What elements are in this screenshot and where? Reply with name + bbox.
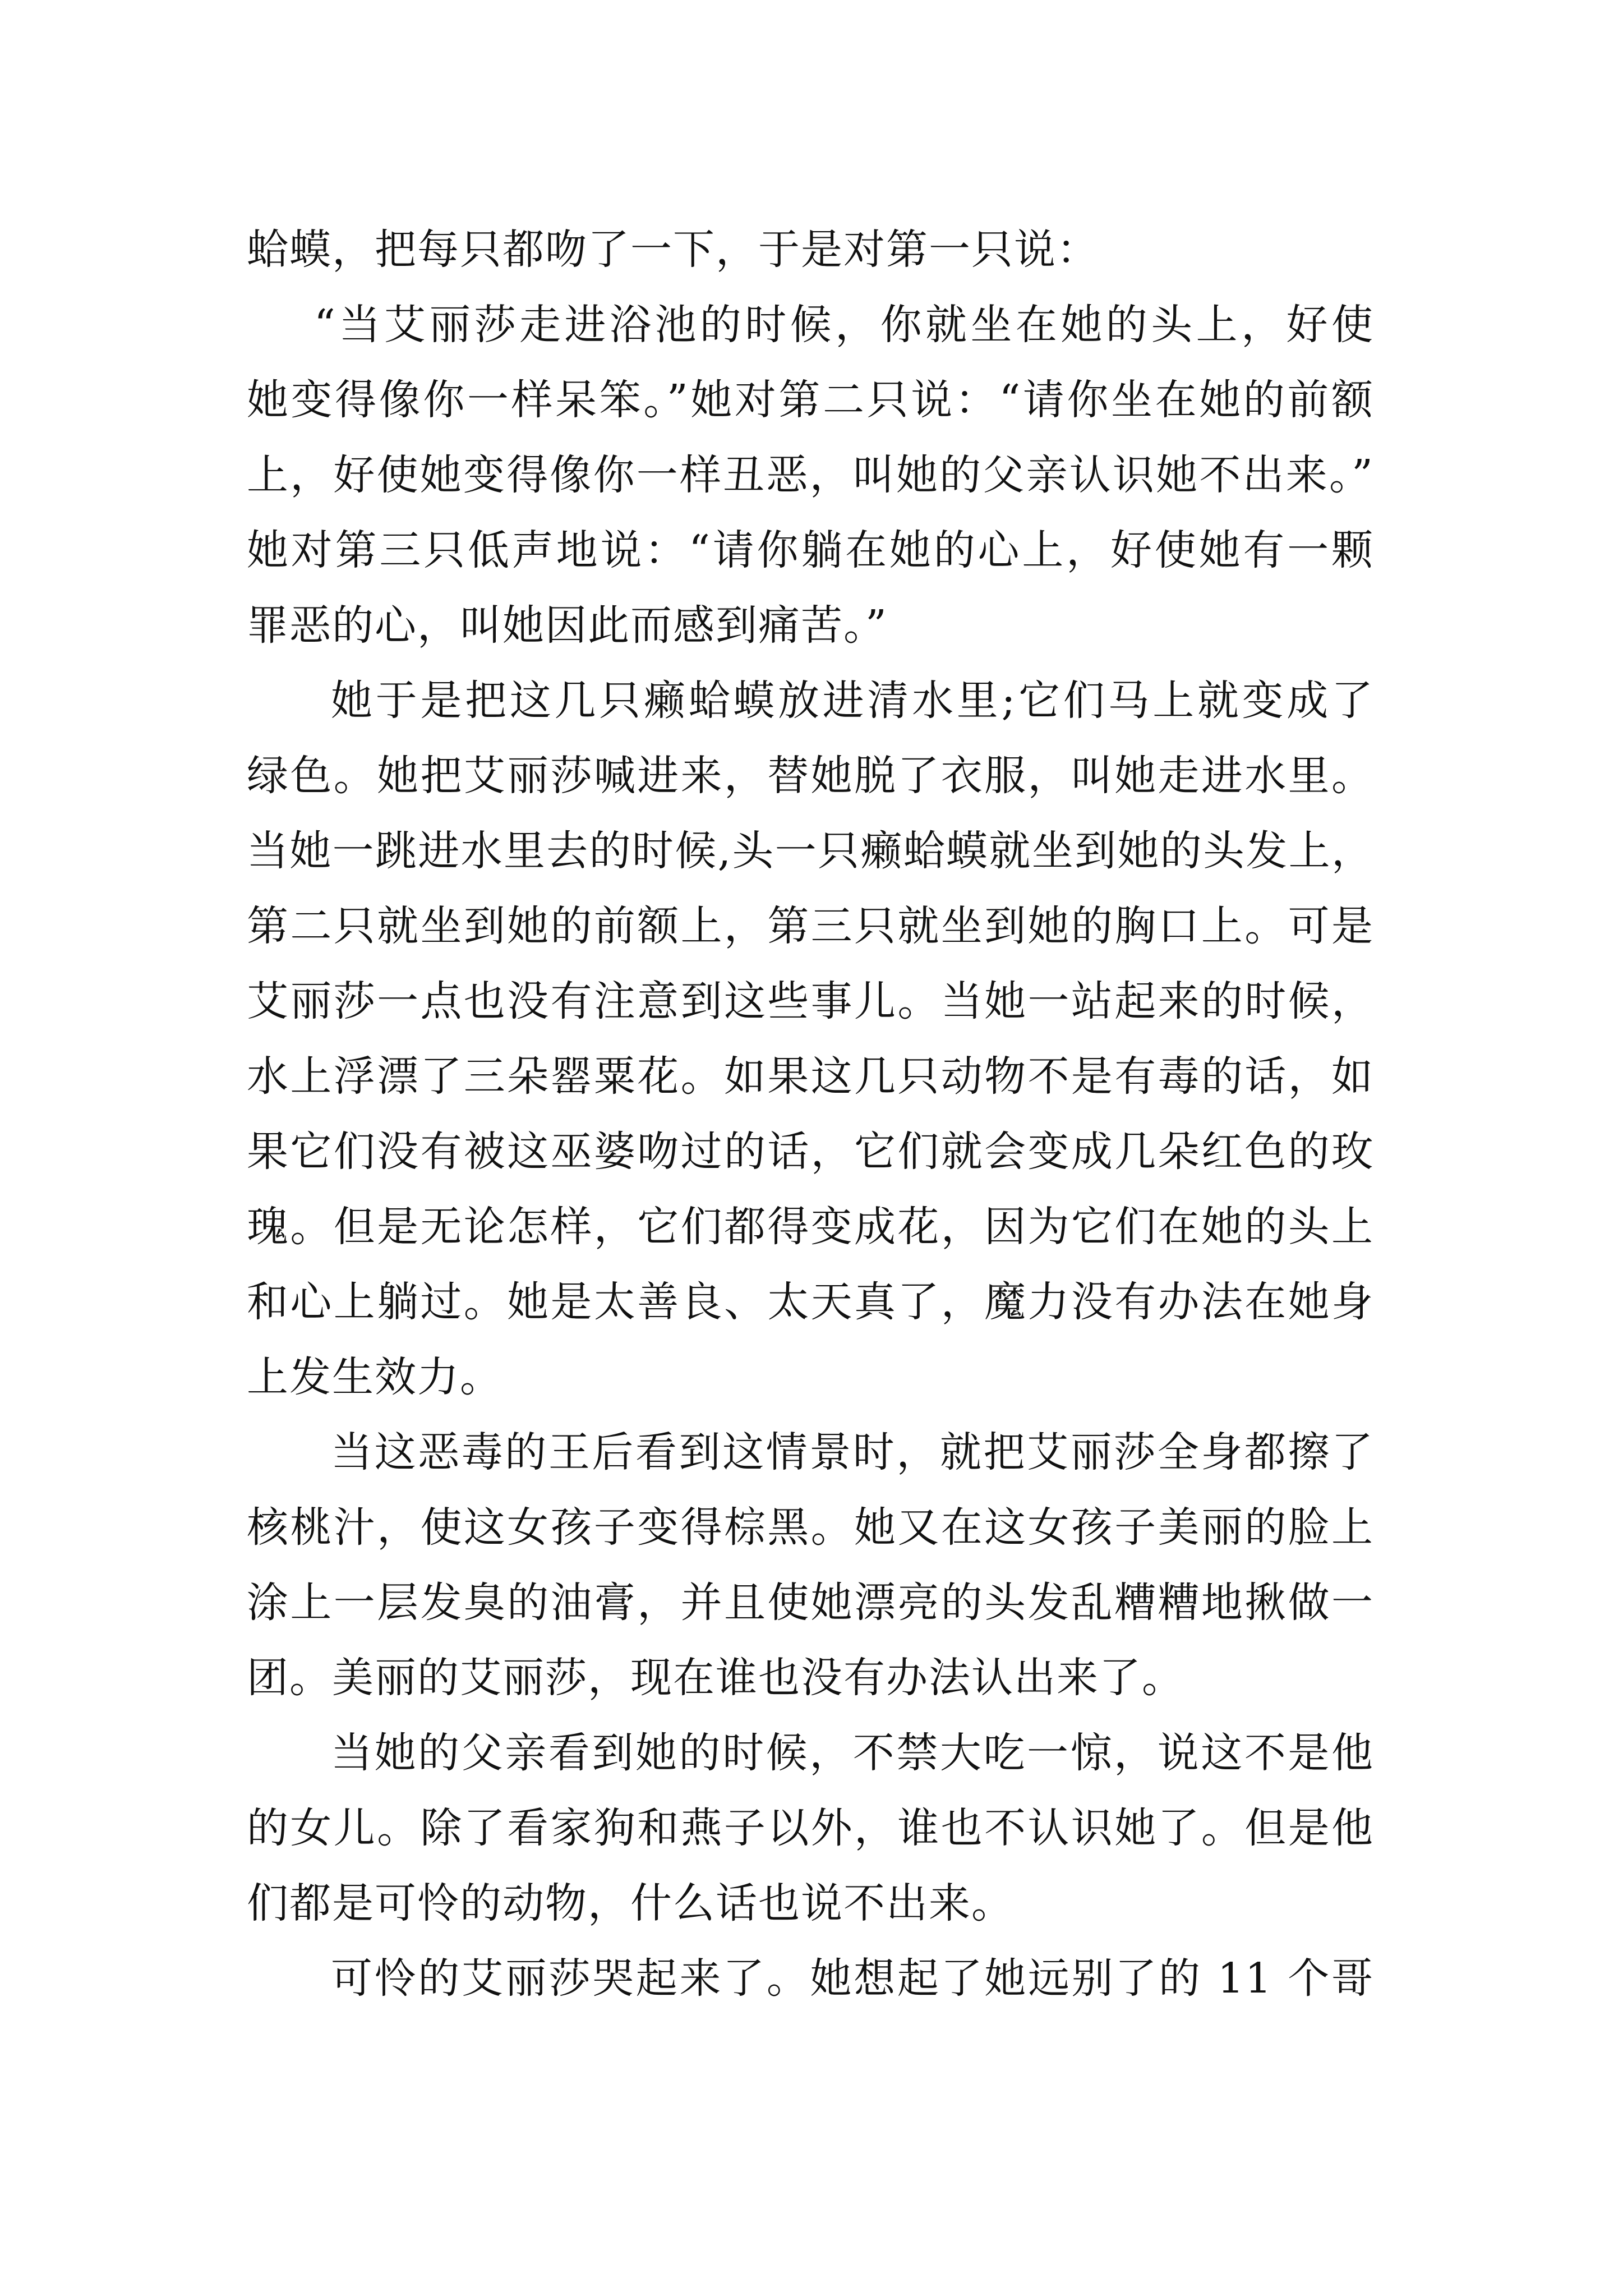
text-line: 当她的父亲看到她的时候，不禁大吃一惊，说这不是他 xyxy=(331,1729,1374,1777)
text-line: 和心上躺过。她是太善良、太天真了，魔力没有办法在她身 xyxy=(247,1278,1374,1326)
text-line: 她于是把这几只癞蛤蟆放进清水里;它们马上就变成了 xyxy=(331,677,1374,725)
text-line: 蛤蟆，把每只都吻了一下，于是对第一只说： xyxy=(247,226,1099,274)
text-line: 们都是可怜的动物，什么话也说不出来。 xyxy=(247,1879,1014,1927)
text-line: 她变得像你一样呆笨。”她对第二只说：“请你坐在她的前额 xyxy=(247,376,1374,424)
text-line: 绿色。她把艾丽莎喊进来，替她脱了衣服，叫她走进水里。 xyxy=(247,752,1374,800)
text-line: 的女儿。除了看家狗和燕子以外，谁也不认识她了。但是他 xyxy=(247,1804,1374,1852)
text-line: 团。美丽的艾丽莎，现在谁也没有办法认出来了。 xyxy=(247,1654,1184,1702)
text-line: 果它们没有被这巫婆吻过的话，它们就会变成几朵红色的玫 xyxy=(247,1128,1374,1176)
text-line: 可怜的艾丽莎哭起来了。她想起了她远别了的 11 个哥 xyxy=(331,1954,1374,2003)
text-line: 艾丽莎一点也没有注意到这些事儿。当她一站起来的时候， xyxy=(247,977,1374,1025)
text-line: 罪恶的心，叫她因此而感到痛苦。” xyxy=(247,601,888,650)
text-line: 上，好使她变得像你一样丑恶，叫她的父亲认识她不出来。” xyxy=(247,451,1374,499)
text-line: 核桃汁，使这女孩子变得棕黑。她又在这女孩子美丽的脸上 xyxy=(247,1503,1374,1552)
text-line: 第二只就坐到她的前额上，第三只就坐到她的胸口上。可是 xyxy=(247,902,1374,950)
text-line: 她对第三只低声地说：“请你躺在她的心上，好使她有一颗 xyxy=(247,526,1374,574)
text-line: 当这恶毒的王后看到这情景时，就把艾丽莎全身都擦了 xyxy=(331,1428,1374,1476)
text-line: 上发生效力。 xyxy=(247,1353,502,1401)
text-line: 水上浮漂了三朵罂粟花。如果这几只动物不是有毒的话，如 xyxy=(247,1052,1374,1101)
document-body-text xyxy=(247,212,1374,2016)
text-line: 当她一跳进水里去的时候,头一只癞蛤蟆就坐到她的头发上， xyxy=(247,827,1374,875)
text-line: 涂上一层发臭的油膏，并且使她漂亮的头发乱糟糟地揪做一 xyxy=(247,1579,1374,1627)
text-line: “当艾丽莎走进浴池的时候，你就坐在她的头上，好使 xyxy=(314,301,1374,349)
text-line: 瑰。但是无论怎样，它们都得变成花，因为它们在她的头上 xyxy=(247,1203,1374,1251)
